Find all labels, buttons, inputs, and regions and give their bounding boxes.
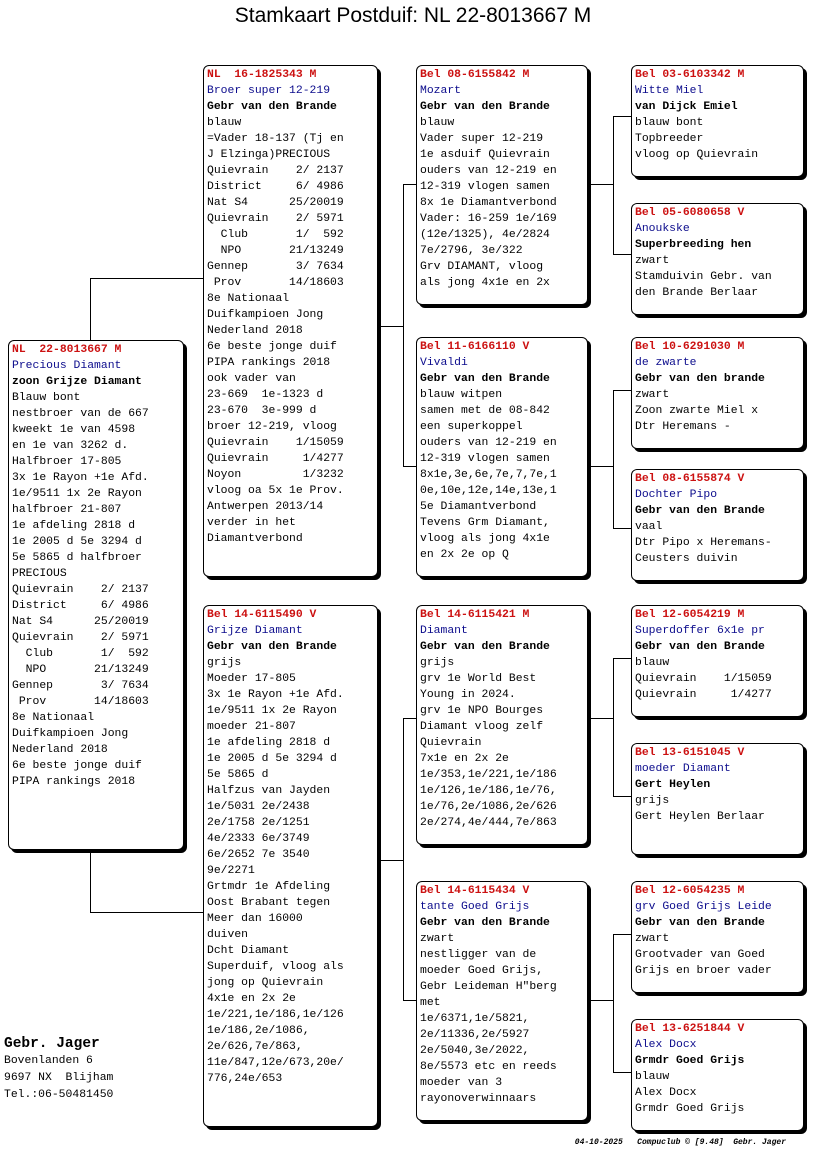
pigeon-name: Diamant — [420, 625, 468, 637]
note-line: vloog op Quievrain — [635, 149, 759, 161]
ring-number: Bel 13-6251844 V — [635, 1023, 745, 1035]
breeder: Gebr van den Brande — [420, 641, 550, 653]
owner-address: Bovenlanden 6 — [4, 1055, 93, 1067]
note-line: samen met de 08-842 — [420, 405, 550, 417]
connector-line — [613, 1072, 632, 1073]
pigeon-card-mmf[interactable] — [631, 881, 804, 993]
breeder: Superbreeding hen — [635, 239, 752, 251]
pigeon-color: blauw witpen — [420, 389, 503, 401]
note-line: Gebr Leideman H"berg — [420, 981, 557, 993]
note-line: 1e/76,2e/1086,2e/626 — [420, 801, 557, 813]
breeder: Gebr van den Brande — [635, 641, 765, 653]
connector-line — [378, 326, 403, 327]
ring-number: NL 16-1825343 M — [207, 69, 317, 81]
note-line: Quievrain 1/4277 — [207, 453, 344, 465]
note-line: 1e afdeling 2818 d — [207, 737, 331, 749]
note-line: NPO 21/13249 — [207, 245, 344, 257]
note-line: Noyon 1/3232 — [207, 469, 344, 481]
note-line: 1e/9511 1x 2e Rayon — [207, 705, 337, 717]
note-line: Young in 2024. — [420, 689, 516, 701]
connector-line — [588, 1000, 613, 1001]
ring-number: Bel 12-6054219 M — [635, 609, 745, 621]
note-line: 1e 2005 d 5e 3294 d — [207, 753, 337, 765]
pigeon-color: blauw — [207, 117, 242, 129]
note-line: 6e beste jonge duif — [12, 760, 142, 772]
breeder: Gebr van den Brande — [635, 505, 765, 517]
ring-number: Bel 05-6080658 V — [635, 207, 745, 219]
pigeon-name: moeder Diamant — [635, 763, 731, 775]
ring-number: Bel 13-6151045 V — [635, 747, 745, 759]
connector-line — [613, 116, 614, 254]
connector-line — [613, 390, 614, 528]
note-line: Meer dan 16000 — [207, 913, 303, 925]
note-line: Dtr Heremans - — [635, 421, 731, 433]
connector-line — [90, 278, 91, 340]
note-line: Tevens Grm Diamant, — [420, 517, 550, 529]
note-line: Quievrain 1/4277 — [635, 689, 772, 701]
pigeon-color: zwart — [420, 933, 455, 945]
note-line: NPO 21/13249 — [12, 664, 149, 676]
note-line: 6e beste jonge duif — [207, 341, 337, 353]
connector-line — [403, 1000, 417, 1001]
note-line: Club 1/ 592 — [12, 648, 149, 660]
note-line: halfbroer 21-807 — [12, 504, 122, 516]
note-line: ouders van 12-219 en — [420, 165, 557, 177]
footer-credit: 04-10-2025 Compuclub © [9.48] Gebr. Jager — [574, 1138, 786, 1147]
pigeon-name: Mozart — [420, 85, 462, 97]
note-line: 6e/2652 7e 3540 — [207, 849, 310, 861]
page-title: Stamkaart Postduif: NL 22-8013667 M — [234, 4, 592, 27]
note-line: grv 1e World Best — [420, 673, 537, 685]
note-line: Duifkampioen Jong — [207, 309, 324, 321]
pigeon-name: Witte Miel — [635, 85, 704, 97]
note-line: Quievrain 2/ 5971 — [207, 213, 344, 225]
note-line: als jong 4x1e en 2x — [420, 277, 550, 289]
note-line: Club 1/ 592 — [207, 229, 344, 241]
pigeon-name: Vivaldi — [420, 357, 468, 369]
note-line: Nederland 2018 — [207, 325, 303, 337]
note-line: Dcht Diamant — [207, 945, 290, 957]
note-line: PRECIOUS — [12, 568, 67, 580]
pigeon-name: Dochter Pipo — [635, 489, 718, 501]
connector-line — [403, 718, 417, 719]
note-line: 7e/2796, 3e/322 — [420, 245, 523, 257]
connector-line — [403, 184, 417, 185]
pigeon-color: zwart — [635, 255, 670, 267]
note-line: PIPA rankings 2018 — [12, 776, 136, 788]
note-line: Grmdr Goed Grijs — [635, 1103, 745, 1115]
note-line: Quievrain 1/15059 — [207, 437, 344, 449]
note-line: 5e Diamantverbond — [420, 501, 537, 513]
connector-line — [403, 184, 404, 466]
pigeon-name: Anoukske — [635, 223, 690, 235]
ring-number: Bel 08-6155842 M — [420, 69, 530, 81]
note-line: J Elzinga)PRECIOUS — [207, 149, 331, 161]
connector-line — [613, 796, 632, 797]
ring-number: Bel 14-6115490 V — [207, 609, 317, 621]
note-line: 8x1e,3e,6e,7e,7,7e,1 — [420, 469, 557, 481]
pigeon-color: blauw bont — [635, 117, 704, 129]
pigeon-color: zwart — [635, 389, 670, 401]
note-line: 12-319 vlogen samen — [420, 181, 550, 193]
note-line: 2e/11336,2e/5927 — [420, 1029, 530, 1041]
note-line: 1e/186,2e/1086, — [207, 1025, 310, 1037]
breeder: zoon Grijze Diamant — [12, 376, 142, 388]
connector-line — [90, 278, 204, 279]
pigeon-color: blauw — [420, 117, 455, 129]
ring-number: Bel 10-6291030 M — [635, 341, 745, 353]
note-line: en 2x 2e op Q — [420, 549, 509, 561]
note-line: 1e/9511 1x 2e Rayon — [12, 488, 142, 500]
note-line: 2e/5040,3e/2022, — [420, 1045, 530, 1057]
pigeon-color: grijs — [420, 657, 455, 669]
note-line: Gennep 3/ 7634 — [12, 680, 149, 692]
pigeon-color: zwart — [635, 933, 670, 945]
note-line: Stamduivin Gebr. van — [635, 271, 772, 283]
note-line: Quievrain — [420, 737, 482, 749]
pigeon-color: blauw — [635, 657, 670, 669]
ring-number: Bel 08-6155874 V — [635, 473, 745, 485]
note-line: 776,24e/653 — [207, 1073, 283, 1085]
note-line: Quievrain 2/ 5971 — [12, 632, 149, 644]
note-line: een superkoppel — [420, 421, 523, 433]
note-line: District 6/ 4986 — [12, 600, 149, 612]
note-line: 1e afdeling 2818 d — [12, 520, 136, 532]
note-line: Moeder 17-805 — [207, 673, 296, 685]
note-line: 9e/2271 — [207, 865, 255, 877]
connector-line — [613, 116, 632, 117]
owner-phone: Tel.:06-50481450 — [4, 1089, 114, 1101]
note-line: Quievrain 1/15059 — [635, 673, 772, 685]
note-line: 1e/5031 2e/2438 — [207, 801, 310, 813]
note-line: 5e 5865 d halfbroer — [12, 552, 142, 564]
connector-line — [613, 934, 632, 935]
note-line: Prov 14/18603 — [207, 277, 344, 289]
breeder: Gebr van den Brande — [420, 101, 550, 113]
note-line: Diamantverbond — [207, 533, 303, 545]
note-line: rayonoverwinnaars — [420, 1093, 537, 1105]
note-line: ouders van 12-219 en — [420, 437, 557, 449]
ring-number: Bel 03-6103342 M — [635, 69, 745, 81]
pigeon-name: Grijze Diamant — [207, 625, 303, 637]
note-line: Gennep 3/ 7634 — [207, 261, 344, 273]
pigeon-color: blauw — [635, 1071, 670, 1083]
note-line: Halfbroer 17-805 — [12, 456, 122, 468]
note-line: 3x 1e Rayon +1e Afd. — [207, 689, 344, 701]
connector-line — [613, 528, 632, 529]
connector-line — [613, 254, 632, 255]
pigeon-color: grijs — [207, 657, 242, 669]
breeder: Gert Heylen — [635, 779, 711, 791]
breeder: Gebr van den brande — [635, 373, 765, 385]
note-line: 1e/126,1e/186,1e/76, — [420, 785, 557, 797]
note-line: District 6/ 4986 — [207, 181, 344, 193]
note-line: Dtr Pipo x Heremans- — [635, 537, 772, 549]
note-line: en 1e van 3262 d. — [12, 440, 129, 452]
note-line: (12e/1325), 4e/2824 — [420, 229, 550, 241]
note-line: 1e 2005 d 5e 3294 d — [12, 536, 142, 548]
note-line: 12-319 vlogen samen — [420, 453, 550, 465]
breeder: Gebr van den Brande — [635, 917, 765, 929]
note-line: 3x 1e Rayon +1e Afd. — [12, 472, 149, 484]
note-line: Topbreeder — [635, 133, 704, 145]
ring-number: Bel 11-6166110 V — [420, 341, 530, 353]
connector-line — [403, 718, 404, 1000]
note-line: Antwerpen 2013/14 — [207, 501, 324, 513]
owner-block — [4, 1035, 113, 1104]
note-line: 23-670 3e-999 d — [207, 405, 317, 417]
note-line: 4e/2333 6e/3749 — [207, 833, 310, 845]
pigeon-name: Broer super 12-219 — [207, 85, 331, 97]
pigeon-name: Alex Docx — [635, 1039, 697, 1051]
pigeon-card-subject[interactable] — [8, 340, 184, 850]
note-line: 2e/1758 2e/1251 — [207, 817, 310, 829]
breeder: van Dijck Emiel — [635, 101, 738, 113]
note-line: grv 1e NPO Bourges — [420, 705, 544, 717]
breeder: Gebr van den Brande — [207, 101, 337, 113]
pigeon-card-fmf[interactable] — [631, 337, 804, 449]
note-line: met — [420, 997, 441, 1009]
pigeon-card-mmm[interactable] — [631, 1019, 804, 1131]
note-line: 2e/626,7e/863, — [207, 1041, 303, 1053]
pigeon-card-mff[interactable] — [631, 605, 804, 717]
note-line: 7x1e en 2x 2e — [420, 753, 509, 765]
note-line: 23-669 1e-1323 d — [207, 389, 324, 401]
breeder: Grmdr Goed Grijs — [635, 1055, 745, 1067]
note-line: Nat S4 25/20019 — [207, 197, 344, 209]
note-line: ook vader van — [207, 373, 296, 385]
pigeon-color: Blauw bont — [12, 392, 81, 404]
note-line: PIPA rankings 2018 — [207, 357, 331, 369]
note-line: Alex Docx — [635, 1087, 697, 1099]
note-line: =Vader 18-137 (Tj en — [207, 133, 344, 145]
connector-line — [588, 184, 613, 185]
pigeon-card-father[interactable] — [203, 65, 378, 577]
owner-name: Gebr. Jager — [4, 1036, 100, 1052]
note-line: den Brande Berlaar — [635, 287, 759, 299]
ring-number: Bel 14-6115434 V — [420, 885, 530, 897]
breeder: Gebr van den Brande — [420, 917, 550, 929]
note-line: 8e/5573 etc en reeds — [420, 1061, 557, 1073]
connector-line — [588, 718, 613, 719]
pigeon-color: vaal — [635, 521, 663, 533]
pigeon-card-mother-father[interactable] — [416, 605, 588, 845]
note-line: Quievrain 2/ 2137 — [207, 165, 344, 177]
note-line: Prov 14/18603 — [12, 696, 149, 708]
note-line: 8e Nationaal — [12, 712, 95, 724]
note-line: Grijs en broer vader — [635, 965, 772, 977]
note-line: broer 12-219, vloog — [207, 421, 337, 433]
pigeon-name: de zwarte — [635, 357, 697, 369]
note-line: 1e/353,1e/221,1e/186 — [420, 769, 557, 781]
note-line: Duifkampioen Jong — [12, 728, 129, 740]
ring-number: Bel 14-6115421 M — [420, 609, 530, 621]
pigeon-card-fmm[interactable] — [631, 469, 804, 581]
note-line: verder in het — [207, 517, 296, 529]
note-line: 5e 5865 d — [207, 769, 269, 781]
note-line: 11e/847,12e/673,20e/ — [207, 1057, 344, 1069]
note-line: Grootvader van Goed — [635, 949, 765, 961]
note-line: nestbroer van de 667 — [12, 408, 149, 420]
note-line: vloog als jong 4x1e — [420, 533, 550, 545]
connector-line — [613, 390, 632, 391]
pigeon-name: Precious Diamant — [12, 360, 122, 372]
note-line: Grv DIAMANT, vloog — [420, 261, 544, 273]
ring-number: NL 22-8013667 M — [12, 344, 122, 356]
owner-city: 9697 NX Blijham — [4, 1072, 114, 1084]
pigeon-card-ffm[interactable] — [631, 203, 804, 315]
note-line: 1e asduif Quievrain — [420, 149, 550, 161]
pigeon-name: grv Goed Grijs Leide — [635, 901, 772, 913]
note-line: Diamant vloog zelf — [420, 721, 544, 733]
pigeon-name: Superdoffer 6x1e pr — [635, 625, 765, 637]
connector-line — [403, 466, 417, 467]
pigeon-name: tante Goed Grijs — [420, 901, 530, 913]
note-line: jong op Quievrain — [207, 977, 324, 989]
pigeon-card-mfm[interactable] — [631, 743, 804, 855]
connector-line — [588, 466, 613, 467]
connector-line — [613, 934, 614, 1072]
note-line: Ceusters duivin — [635, 553, 738, 565]
connector-line — [613, 658, 632, 659]
note-line: duiven — [207, 929, 249, 941]
note-line: Quievrain 2/ 2137 — [12, 584, 149, 596]
note-line: Vader: 16-259 1e/169 — [420, 213, 557, 225]
note-line: vloog oa 5x 1e Prov. — [207, 485, 344, 497]
connector-line — [378, 860, 403, 861]
note-line: nestligger van de — [420, 949, 537, 961]
connector-line — [90, 912, 204, 913]
note-line: Halfzus van Jayden — [207, 785, 331, 797]
connector-line — [613, 658, 614, 796]
note-line: moeder Goed Grijs, — [420, 965, 544, 977]
connector-line — [90, 850, 91, 912]
note-line: moeder van 3 — [420, 1077, 503, 1089]
pigeon-card-father-father[interactable] — [416, 65, 588, 305]
note-line: 1e/221,1e/186,1e/126 — [207, 1009, 344, 1021]
pigeon-card-mother[interactable] — [203, 605, 378, 1127]
note-line: Zoon zwarte Miel x — [635, 405, 759, 417]
ring-number: Bel 12-6054235 M — [635, 885, 745, 897]
note-line: Vader super 12-219 — [420, 133, 544, 145]
note-line: 8e Nationaal — [207, 293, 290, 305]
breeder: Gebr van den Brande — [420, 373, 550, 385]
note-line: Gert Heylen Berlaar — [635, 811, 765, 823]
note-line: 0e,10e,12e,14e,13e,1 — [420, 485, 557, 497]
note-line: Nat S4 25/20019 — [12, 616, 149, 628]
note-line: Superduif, vloog als — [207, 961, 344, 973]
note-line: 4x1e en 2x 2e — [207, 993, 296, 1005]
note-line: 8x 1e Diamantverbond — [420, 197, 557, 209]
pigeon-card-father-mother[interactable] — [416, 337, 588, 577]
note-line: Nederland 2018 — [12, 744, 108, 756]
note-line: moeder 21-807 — [207, 721, 296, 733]
note-line: Oost Brabant tegen — [207, 897, 331, 909]
note-line: Grtmdr 1e Afdeling — [207, 881, 331, 893]
pigeon-card-mother-mother[interactable] — [416, 881, 588, 1121]
pigeon-color: grijs — [635, 795, 670, 807]
pigeon-card-fff[interactable] — [631, 65, 804, 177]
note-line: 2e/274,4e/444,7e/863 — [420, 817, 557, 829]
breeder: Gebr van den Brande — [207, 641, 337, 653]
note-line: 1e/6371,1e/5821, — [420, 1013, 530, 1025]
note-line: kweekt 1e van 4598 — [12, 424, 136, 436]
